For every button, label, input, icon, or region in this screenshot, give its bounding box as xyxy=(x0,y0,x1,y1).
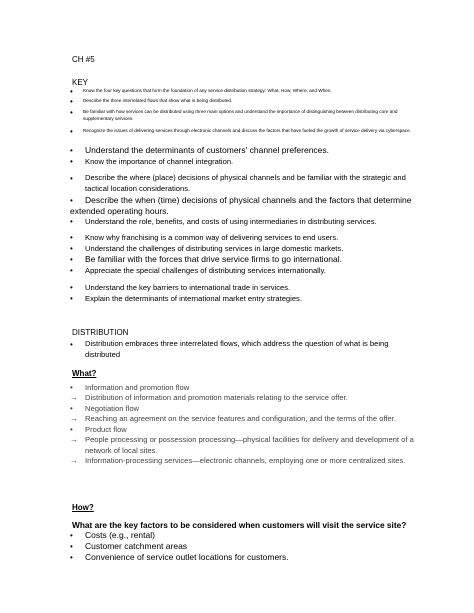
how-heading: How? xyxy=(72,503,94,512)
key-item: Know why franchising is a common way of delivering services to end users. xyxy=(85,233,339,242)
what-item: Information-processing services—electronic channels, employing one or more centralized sites. xyxy=(85,456,406,465)
what-item: Negotiation flow xyxy=(85,404,140,413)
how-item: Customer catchment areas xyxy=(85,541,188,551)
key-heading: KEY xyxy=(72,78,89,87)
bullet-icon: • xyxy=(70,157,73,166)
arrow-icon: → xyxy=(70,393,78,402)
bullet-icon: • xyxy=(70,531,73,540)
key-item: Know the importance of channel integration. xyxy=(85,157,234,166)
bullet-icon: • xyxy=(70,340,73,349)
key-small-item: Describe the three interrelated flows that show what is being distributed. xyxy=(83,98,233,103)
bullet-icon: • xyxy=(70,196,73,205)
what-heading: What? xyxy=(72,369,97,378)
bullet-icon: • xyxy=(70,542,73,551)
bullet-icon: • xyxy=(70,146,73,155)
bullet-icon: • xyxy=(70,87,73,96)
bullet-icon: • xyxy=(70,294,73,303)
key-item: Describe the where (place) decisions of physical channels and be familiar with the strategic and tactical location considerations. xyxy=(85,173,406,193)
how-item: Costs (e.g., rental) xyxy=(85,530,155,540)
what-item: People processing or possession processing—physical facilities for delivery and development of a network of local sites. xyxy=(85,435,414,455)
bullet-icon: • xyxy=(70,217,73,226)
key-item: Explain the determinants of international market entry strategies. xyxy=(85,294,302,303)
bullet-icon: • xyxy=(70,266,73,275)
key-item: Appreciate the special challenges of distributing services internationally. xyxy=(85,266,326,275)
bullet-icon: • xyxy=(70,383,73,392)
distribution-text: Distribution embraces three interrelated flows, which address the question of what is being distributed xyxy=(85,339,389,359)
bullet-icon: • xyxy=(70,233,73,242)
what-item: Reaching an agreement on the service features and configuration, and the terms of the offer. xyxy=(85,414,396,423)
bullet-icon: • xyxy=(70,97,73,106)
key-small-item: Know the four key questions that form the foundation of any service distribution strategy: What, How, Where, and When. xyxy=(83,88,332,93)
arrow-icon: → xyxy=(70,414,78,423)
bullet-icon: • xyxy=(70,174,73,183)
bullet-icon: • xyxy=(70,108,73,117)
key-small-item: Be familiar with how services can be distributed using three main options and understand the importance of distinguishing between distributing core and supplementary services. xyxy=(83,109,398,121)
bullet-icon: • xyxy=(70,127,73,136)
key-small-item: Recognize the issues of delivering services through electronic channels and discuss the factors that have fueled the growth of service delivery via cyberspace. xyxy=(83,128,412,133)
chapter-title: CH #5 xyxy=(72,55,95,64)
bullet-icon: • xyxy=(70,244,73,253)
key-item: Understand the key barriers to international trade in services. xyxy=(85,283,291,292)
key-item: Understand the challenges of distributing services in large domestic markets. xyxy=(85,244,344,253)
how-question: What are the key factors to be considered when customers will visit the service site? xyxy=(72,520,407,530)
bullet-icon: • xyxy=(70,553,73,562)
key-item: Describe the when (time) decisions of physical channels and the factors that determine extended operating hours. xyxy=(70,195,412,216)
key-item: Understand the role, benefits, and costs of using intermediaries in distributing services. xyxy=(85,217,377,226)
bullet-icon: • xyxy=(70,255,73,264)
key-item: Be familiar with the forces that drive service firms to go international. xyxy=(85,254,342,264)
bullet-icon: • xyxy=(70,283,73,292)
bullet-icon: • xyxy=(70,425,73,434)
key-item: Understand the determinants of customers' channel preferences. xyxy=(85,145,330,155)
what-item: Distribution of information and promotion materials relating to the service offer. xyxy=(85,393,348,402)
arrow-icon: → xyxy=(70,456,78,465)
bullet-icon: • xyxy=(70,404,73,413)
what-item: Information and promotion flow xyxy=(85,383,190,392)
arrow-icon: → xyxy=(70,435,78,444)
how-item: Convenience of service outlet locations for customers. xyxy=(85,552,289,562)
what-item: Product flow xyxy=(85,425,127,434)
distribution-heading: DISTRIBUTION xyxy=(72,328,129,337)
